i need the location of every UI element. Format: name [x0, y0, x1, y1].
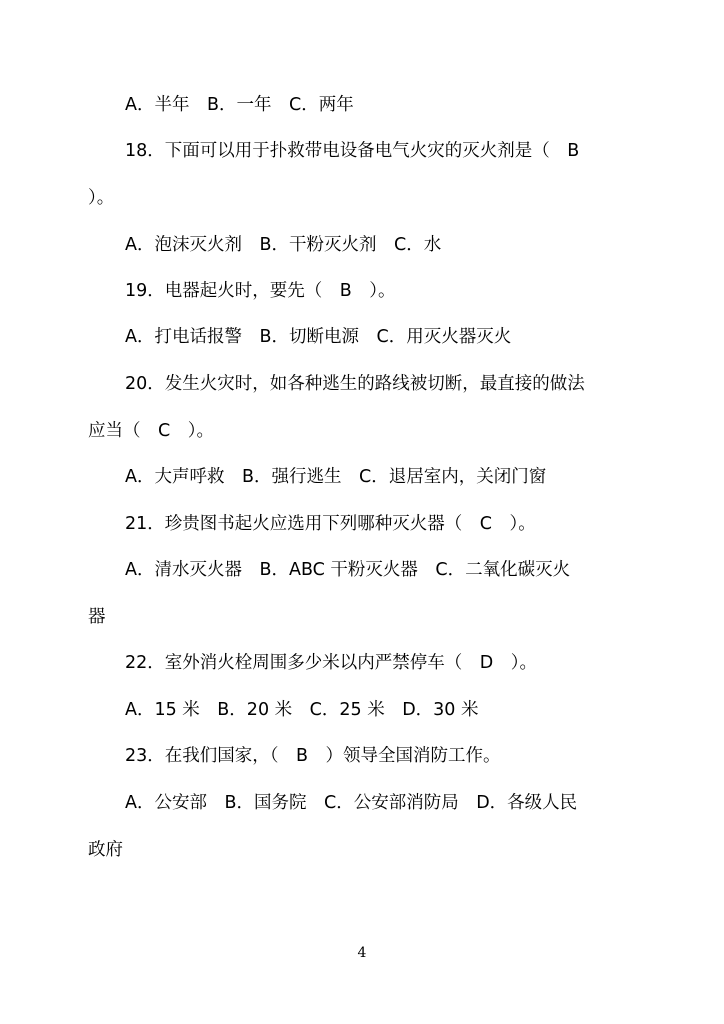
- q22-question: 22．室外消火栓周围多少米以内严禁停车（ D ）。: [125, 653, 537, 673]
- q18-question: 18．下面可以用于扑救带电设备电气火灾的灭火剂是（ B: [125, 141, 580, 161]
- page-number: 4: [357, 945, 367, 961]
- q19-options: A．打电话报警 B．切断电源 C．用灭火器灭火: [125, 327, 512, 347]
- q22-options: A．15 米 B．20 米 C．25 米 D．30 米: [125, 700, 479, 720]
- q17-options: A．半年 B．一年 C．两年: [125, 95, 354, 115]
- q23-options: A．公安部 B．国务院 C．公安部消防局 D．各级人民: [125, 793, 578, 813]
- q18-question-continued: ）。: [88, 188, 115, 208]
- q20-question-continued: 应当（ C ）。: [88, 421, 214, 441]
- q21-question: 21．珍贵图书起火应选用下列哪种灭火器（ C ）。: [125, 514, 536, 534]
- q18-options: A．泡沫灭火剂 B．干粉灭火剂 C．水: [125, 235, 442, 255]
- q21-options-continued: 器: [88, 607, 106, 627]
- q23-question: 23．在我们国家，（ B ）领导全国消防工作。: [125, 746, 501, 766]
- q19-question: 19．电器起火时，要先（ B ）。: [125, 281, 396, 301]
- q23-options-continued: 政府: [88, 840, 123, 860]
- q20-options: A．大声呼救 B．强行逃生 C．退居室内，关闭门窗: [125, 467, 547, 487]
- q20-question: 20．发生火灾时，如各种逃生的路线被切断，最直接的做法: [125, 374, 585, 394]
- q21-options: A．清水灭火器 B．ABC 干粉灭火器 C．二氧化碳灭火: [125, 560, 571, 580]
